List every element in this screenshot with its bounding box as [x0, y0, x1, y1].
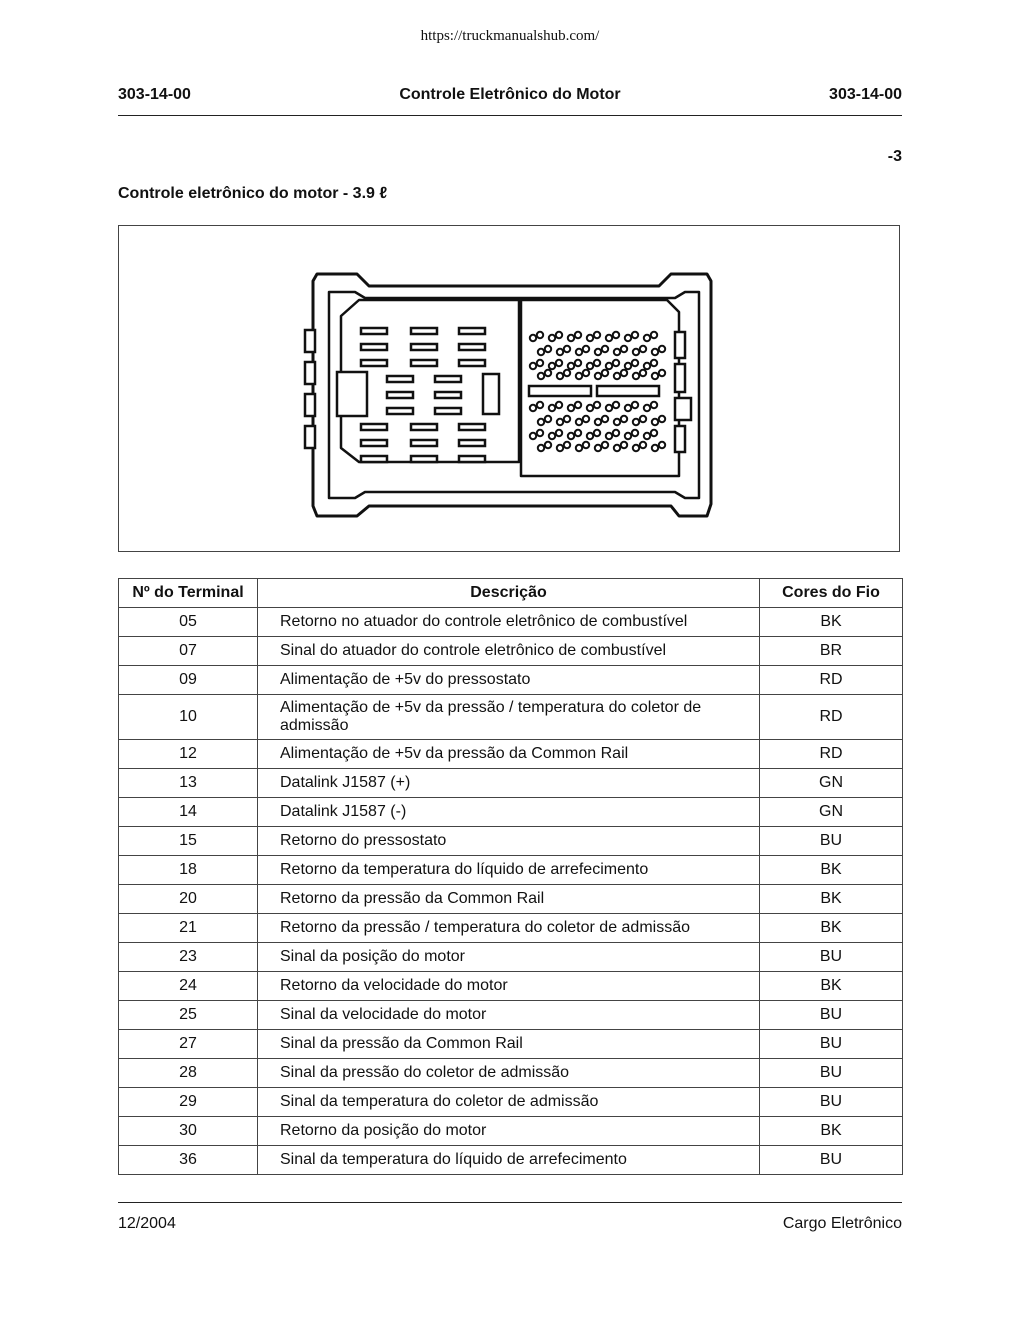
header-title: Controle Eletrônico do Motor	[399, 86, 621, 103]
pin-cavity	[556, 360, 562, 366]
table-row	[119, 695, 903, 740]
terminal-number: 07	[119, 637, 258, 666]
pin-cavity	[595, 373, 601, 379]
pin-cavity	[652, 373, 658, 379]
pin-cavity	[640, 416, 646, 422]
pin-cavity	[538, 419, 544, 425]
wire-color: BU	[760, 943, 903, 972]
pin-cavity	[602, 442, 608, 448]
terminal-description: Sinal da posição do motor	[258, 943, 760, 972]
terminal-description: Sinal do atuador do controle eletrônico de combustível	[258, 637, 760, 666]
table-row	[119, 1030, 903, 1059]
pin-cavity	[549, 363, 555, 369]
table-row	[119, 914, 903, 943]
pin-cavity	[621, 370, 627, 376]
wire-color: RD	[760, 740, 903, 769]
footer-date: 12/2004	[118, 1215, 176, 1232]
pin-cavity	[625, 433, 631, 439]
terminal-description: Retorno da pressão da Common Rail	[258, 885, 760, 914]
pin-cavity	[613, 402, 619, 408]
wire-color: BU	[760, 1088, 903, 1117]
terminal-number: 09	[119, 666, 258, 695]
terminal-description: Retorno da pressão / temperatura do coletor de admissão	[258, 914, 760, 943]
pin-cavity	[538, 445, 544, 451]
pin-cavity	[621, 346, 627, 352]
pin-cavity	[575, 360, 581, 366]
pin-cavity	[632, 360, 638, 366]
pin-cavity	[625, 335, 631, 341]
wire-color: BK	[760, 914, 903, 943]
pin-cavity	[564, 370, 570, 376]
terminal-number: 15	[119, 827, 258, 856]
table-row	[119, 1146, 903, 1175]
pin-cavity	[545, 370, 551, 376]
terminal-description: Sinal da temperatura do coletor de admissão	[258, 1088, 760, 1117]
terminal-table	[118, 578, 903, 1175]
table-row	[119, 1001, 903, 1030]
terminal-number: 20	[119, 885, 258, 914]
pin-cavity	[652, 419, 658, 425]
wire-color: BU	[760, 1001, 903, 1030]
pin-cavity	[538, 349, 544, 355]
pin-cavity	[576, 373, 582, 379]
terminal-description: Sinal da temperatura do líquido de arrefecimento	[258, 1146, 760, 1175]
pin-cavity	[556, 332, 562, 338]
terminal-number: 24	[119, 972, 258, 1001]
terminal-number: 18	[119, 856, 258, 885]
pin-cavity	[595, 419, 601, 425]
pin-cavity	[651, 430, 657, 436]
table-row	[119, 1117, 903, 1146]
pin-cavity	[537, 360, 543, 366]
pin-cavity	[652, 349, 658, 355]
terminal-description: Alimentação de +5v da pressão / temperatura do coletor de admissão	[258, 695, 760, 740]
pin-cavity	[557, 445, 563, 451]
pin-cavity	[633, 419, 639, 425]
pin-cavity	[625, 405, 631, 411]
pin-cavity	[632, 402, 638, 408]
wire-color: GN	[760, 798, 903, 827]
wire-color: BK	[760, 885, 903, 914]
pin-cavity	[568, 363, 574, 369]
table-row	[119, 856, 903, 885]
pin-cavity	[537, 332, 543, 338]
pin-cavity	[587, 335, 593, 341]
terminal-description: Retorno da velocidade do motor	[258, 972, 760, 1001]
pin-cavity	[651, 360, 657, 366]
terminal-description: Sinal da pressão da Common Rail	[258, 1030, 760, 1059]
table-row	[119, 972, 903, 1001]
pin-cavity	[564, 346, 570, 352]
pin-cavity	[614, 445, 620, 451]
connector-figure	[118, 225, 900, 552]
terminal-number: 27	[119, 1030, 258, 1059]
pin-cavity	[651, 402, 657, 408]
footer-rule	[118, 1202, 902, 1203]
pin-cavity	[640, 370, 646, 376]
pin-cavity	[595, 349, 601, 355]
table-row	[119, 798, 903, 827]
pin-cavity	[644, 335, 650, 341]
pin-cavity	[587, 363, 593, 369]
pin-cavity	[587, 405, 593, 411]
pin-cavity	[614, 373, 620, 379]
pin-cavity	[545, 416, 551, 422]
terminal-description: Datalink J1587 (+)	[258, 769, 760, 798]
pin-cavity	[621, 416, 627, 422]
pin-cavity	[602, 370, 608, 376]
terminal-number: 10	[119, 695, 258, 740]
terminal-number: 05	[119, 608, 258, 637]
pin-cavity	[613, 332, 619, 338]
terminal-description: Alimentação de +5v do pressostato	[258, 666, 760, 695]
wire-color: BU	[760, 1146, 903, 1175]
table-row	[119, 637, 903, 666]
pin-cavity	[576, 445, 582, 451]
pin-cavity	[556, 402, 562, 408]
wire-color: BK	[760, 608, 903, 637]
pin-cavity	[659, 370, 665, 376]
pin-cavity	[614, 349, 620, 355]
pin-cavity	[530, 433, 536, 439]
pin-cavity	[640, 346, 646, 352]
pin-cavity	[606, 335, 612, 341]
pin-cavity	[606, 363, 612, 369]
pin-cavity	[625, 363, 631, 369]
connector-diagram	[119, 226, 901, 553]
section-title: Controle eletrônico do motor - 3.9 ℓ	[118, 185, 388, 202]
terminal-number: 21	[119, 914, 258, 943]
terminal-description: Datalink J1587 (-)	[258, 798, 760, 827]
table-row	[119, 769, 903, 798]
pin-cavity	[576, 419, 582, 425]
pin-cavity	[575, 402, 581, 408]
pin-cavity	[575, 332, 581, 338]
pin-cavity	[583, 370, 589, 376]
pin-cavity	[602, 346, 608, 352]
pin-cavity	[537, 430, 543, 436]
pin-cavity	[583, 346, 589, 352]
pin-cavity	[621, 442, 627, 448]
pin-cavity	[602, 416, 608, 422]
terminal-description: Alimentação de +5v da pressão da Common Rail	[258, 740, 760, 769]
table-row	[119, 827, 903, 856]
wire-color: GN	[760, 769, 903, 798]
pin-cavity	[568, 335, 574, 341]
pin-cavity	[549, 433, 555, 439]
pin-cavity	[594, 360, 600, 366]
pin-cavity	[537, 402, 543, 408]
pin-cavity	[583, 416, 589, 422]
terminal-number: 28	[119, 1059, 258, 1088]
pin-cavity	[659, 442, 665, 448]
table-row	[119, 1088, 903, 1117]
table-row	[119, 885, 903, 914]
pin-cavity	[659, 346, 665, 352]
page-number: -3	[887, 148, 902, 165]
pin-cavity	[576, 349, 582, 355]
wire-color: BU	[760, 1030, 903, 1059]
pin-cavity	[606, 433, 612, 439]
pin-cavity	[633, 373, 639, 379]
pin-cavity	[530, 363, 536, 369]
pin-cavity	[632, 332, 638, 338]
wire-color: BK	[760, 1117, 903, 1146]
table-row	[119, 740, 903, 769]
wire-color: RD	[760, 666, 903, 695]
pin-cavity	[564, 442, 570, 448]
table-row	[119, 608, 903, 637]
pin-cavity	[594, 402, 600, 408]
terminal-number: 30	[119, 1117, 258, 1146]
page-header	[118, 86, 902, 108]
terminal-description: Sinal da velocidade do motor	[258, 1001, 760, 1030]
pin-cavity	[538, 373, 544, 379]
terminal-number: 29	[119, 1088, 258, 1117]
terminal-number: 13	[119, 769, 258, 798]
pin-cavity	[530, 335, 536, 341]
header-rule	[118, 115, 902, 116]
pin-cavity	[644, 363, 650, 369]
pin-cavity	[633, 445, 639, 451]
terminal-number: 23	[119, 943, 258, 972]
table-row	[119, 943, 903, 972]
pin-cavity	[587, 433, 593, 439]
pin-cavity	[640, 442, 646, 448]
header-right-code: 303-14-00	[829, 86, 902, 103]
wire-color: BU	[760, 1059, 903, 1088]
wire-color: BU	[760, 827, 903, 856]
pin-cavity	[575, 430, 581, 436]
pin-cavity	[614, 419, 620, 425]
table-row	[119, 1059, 903, 1088]
pin-cavity	[568, 405, 574, 411]
terminal-number: 25	[119, 1001, 258, 1030]
terminal-description: Retorno no atuador do controle eletrônico de combustível	[258, 608, 760, 637]
pin-cavity	[613, 430, 619, 436]
pin-cavity	[557, 419, 563, 425]
pin-cavity	[545, 442, 551, 448]
terminal-description: Retorno da temperatura do líquido de arrefecimento	[258, 856, 760, 885]
header-wire-color: Cores do Fio	[760, 579, 903, 608]
pin-cavity	[530, 405, 536, 411]
pin-cavity	[594, 332, 600, 338]
pin-cavity	[659, 416, 665, 422]
pin-cavity	[613, 360, 619, 366]
pin-cavity	[549, 335, 555, 341]
wire-color: BR	[760, 637, 903, 666]
pin-cavity	[644, 405, 650, 411]
pin-cavity	[549, 405, 555, 411]
pin-cavity	[557, 349, 563, 355]
pin-cavity	[644, 433, 650, 439]
terminal-number: 36	[119, 1146, 258, 1175]
wire-color: BK	[760, 856, 903, 885]
footer-publication: Cargo Eletrônico	[782, 1215, 902, 1232]
source-url[interactable]: https://truckmanualshub.com/	[420, 28, 600, 44]
pin-cavity	[545, 346, 551, 352]
pin-cavity	[568, 433, 574, 439]
terminal-description: Sinal da pressão do coletor de admissão	[258, 1059, 760, 1088]
pin-cavity	[632, 430, 638, 436]
table-row	[119, 666, 903, 695]
pin-cavity	[564, 416, 570, 422]
pin-cavity	[583, 442, 589, 448]
header-terminal: Nº do Terminal	[119, 579, 258, 608]
terminal-description: Retorno da posição do motor	[258, 1117, 760, 1146]
wire-color: RD	[760, 695, 903, 740]
pin-cavity	[594, 430, 600, 436]
pin-cavity	[633, 349, 639, 355]
table-header-row	[119, 579, 903, 608]
header-description: Descrição	[258, 579, 760, 608]
pin-cavity	[606, 405, 612, 411]
pin-cavity	[651, 332, 657, 338]
pin-cavity	[595, 445, 601, 451]
terminal-number: 14	[119, 798, 258, 827]
pin-cavity	[652, 445, 658, 451]
pin-cavity	[556, 430, 562, 436]
terminal-description: Retorno do pressostato	[258, 827, 760, 856]
pin-cavity	[557, 373, 563, 379]
wire-color: BK	[760, 972, 903, 1001]
header-left-code: 303-14-00	[118, 86, 191, 103]
terminal-number: 12	[119, 740, 258, 769]
